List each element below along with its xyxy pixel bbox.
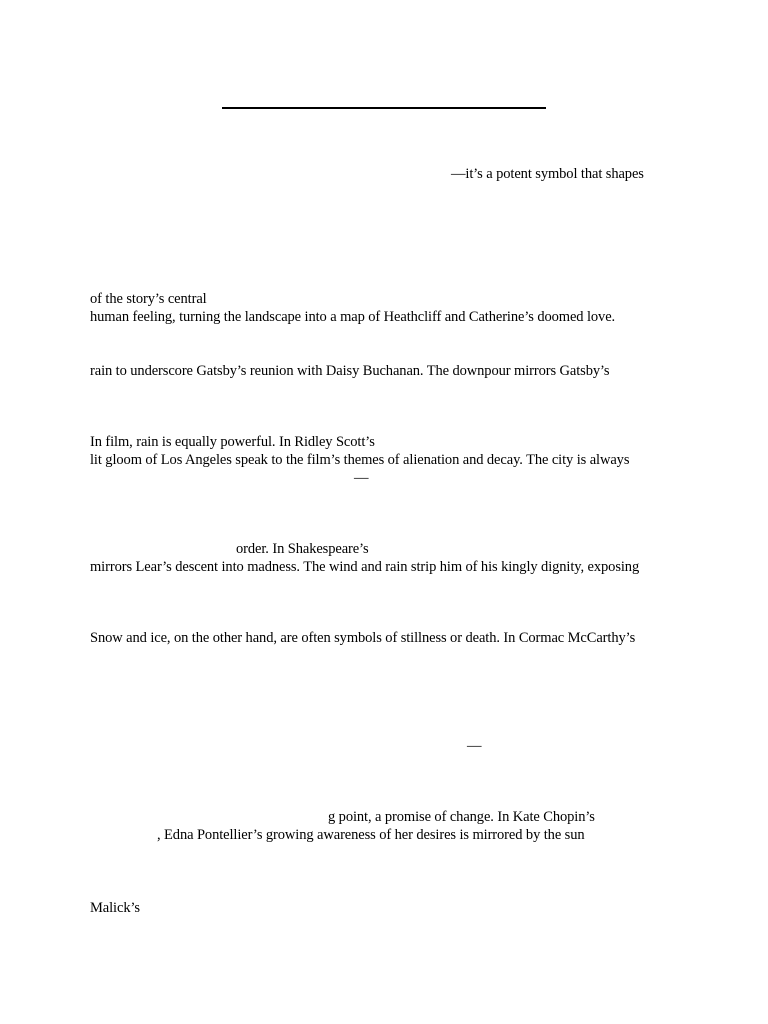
text-line: — [467, 738, 482, 754]
text-line: human feeling, turning the landscape into a map of Heathcliff and Catherine’s doomed love. [90, 309, 616, 325]
text-line: g point, a promise of change. In Kate Chopin’s [328, 809, 595, 825]
text-line: In film, rain is equally powerful. In Ridley Scott’s [90, 434, 375, 450]
text-line: lit gloom of Los Angeles speak to the film’s themes of alienation and decay. The city is always [90, 452, 630, 468]
text-line: Malick’s [90, 900, 140, 916]
text-line: order. In Shakespeare’s [236, 541, 369, 557]
text-line: rain to underscore Gatsby’s reunion with Daisy Buchanan. The downpour mirrors Gatsby’s [90, 363, 610, 379]
text-line: , Edna Pontellier’s growing awareness of her desires is mirrored by the sun [157, 827, 585, 843]
text-line: — [354, 470, 369, 486]
text-line: —it’s a potent symbol that shapes [451, 166, 644, 182]
title-underline [222, 107, 546, 109]
text-line: Snow and ice, on the other hand, are often symbols of stillness or death. In Cormac McCarthy’s [90, 630, 636, 646]
text-line: of the story’s central [90, 291, 207, 307]
text-line: mirrors Lear’s descent into madness. The wind and rain strip him of his kingly dignity, exposing [90, 559, 640, 575]
